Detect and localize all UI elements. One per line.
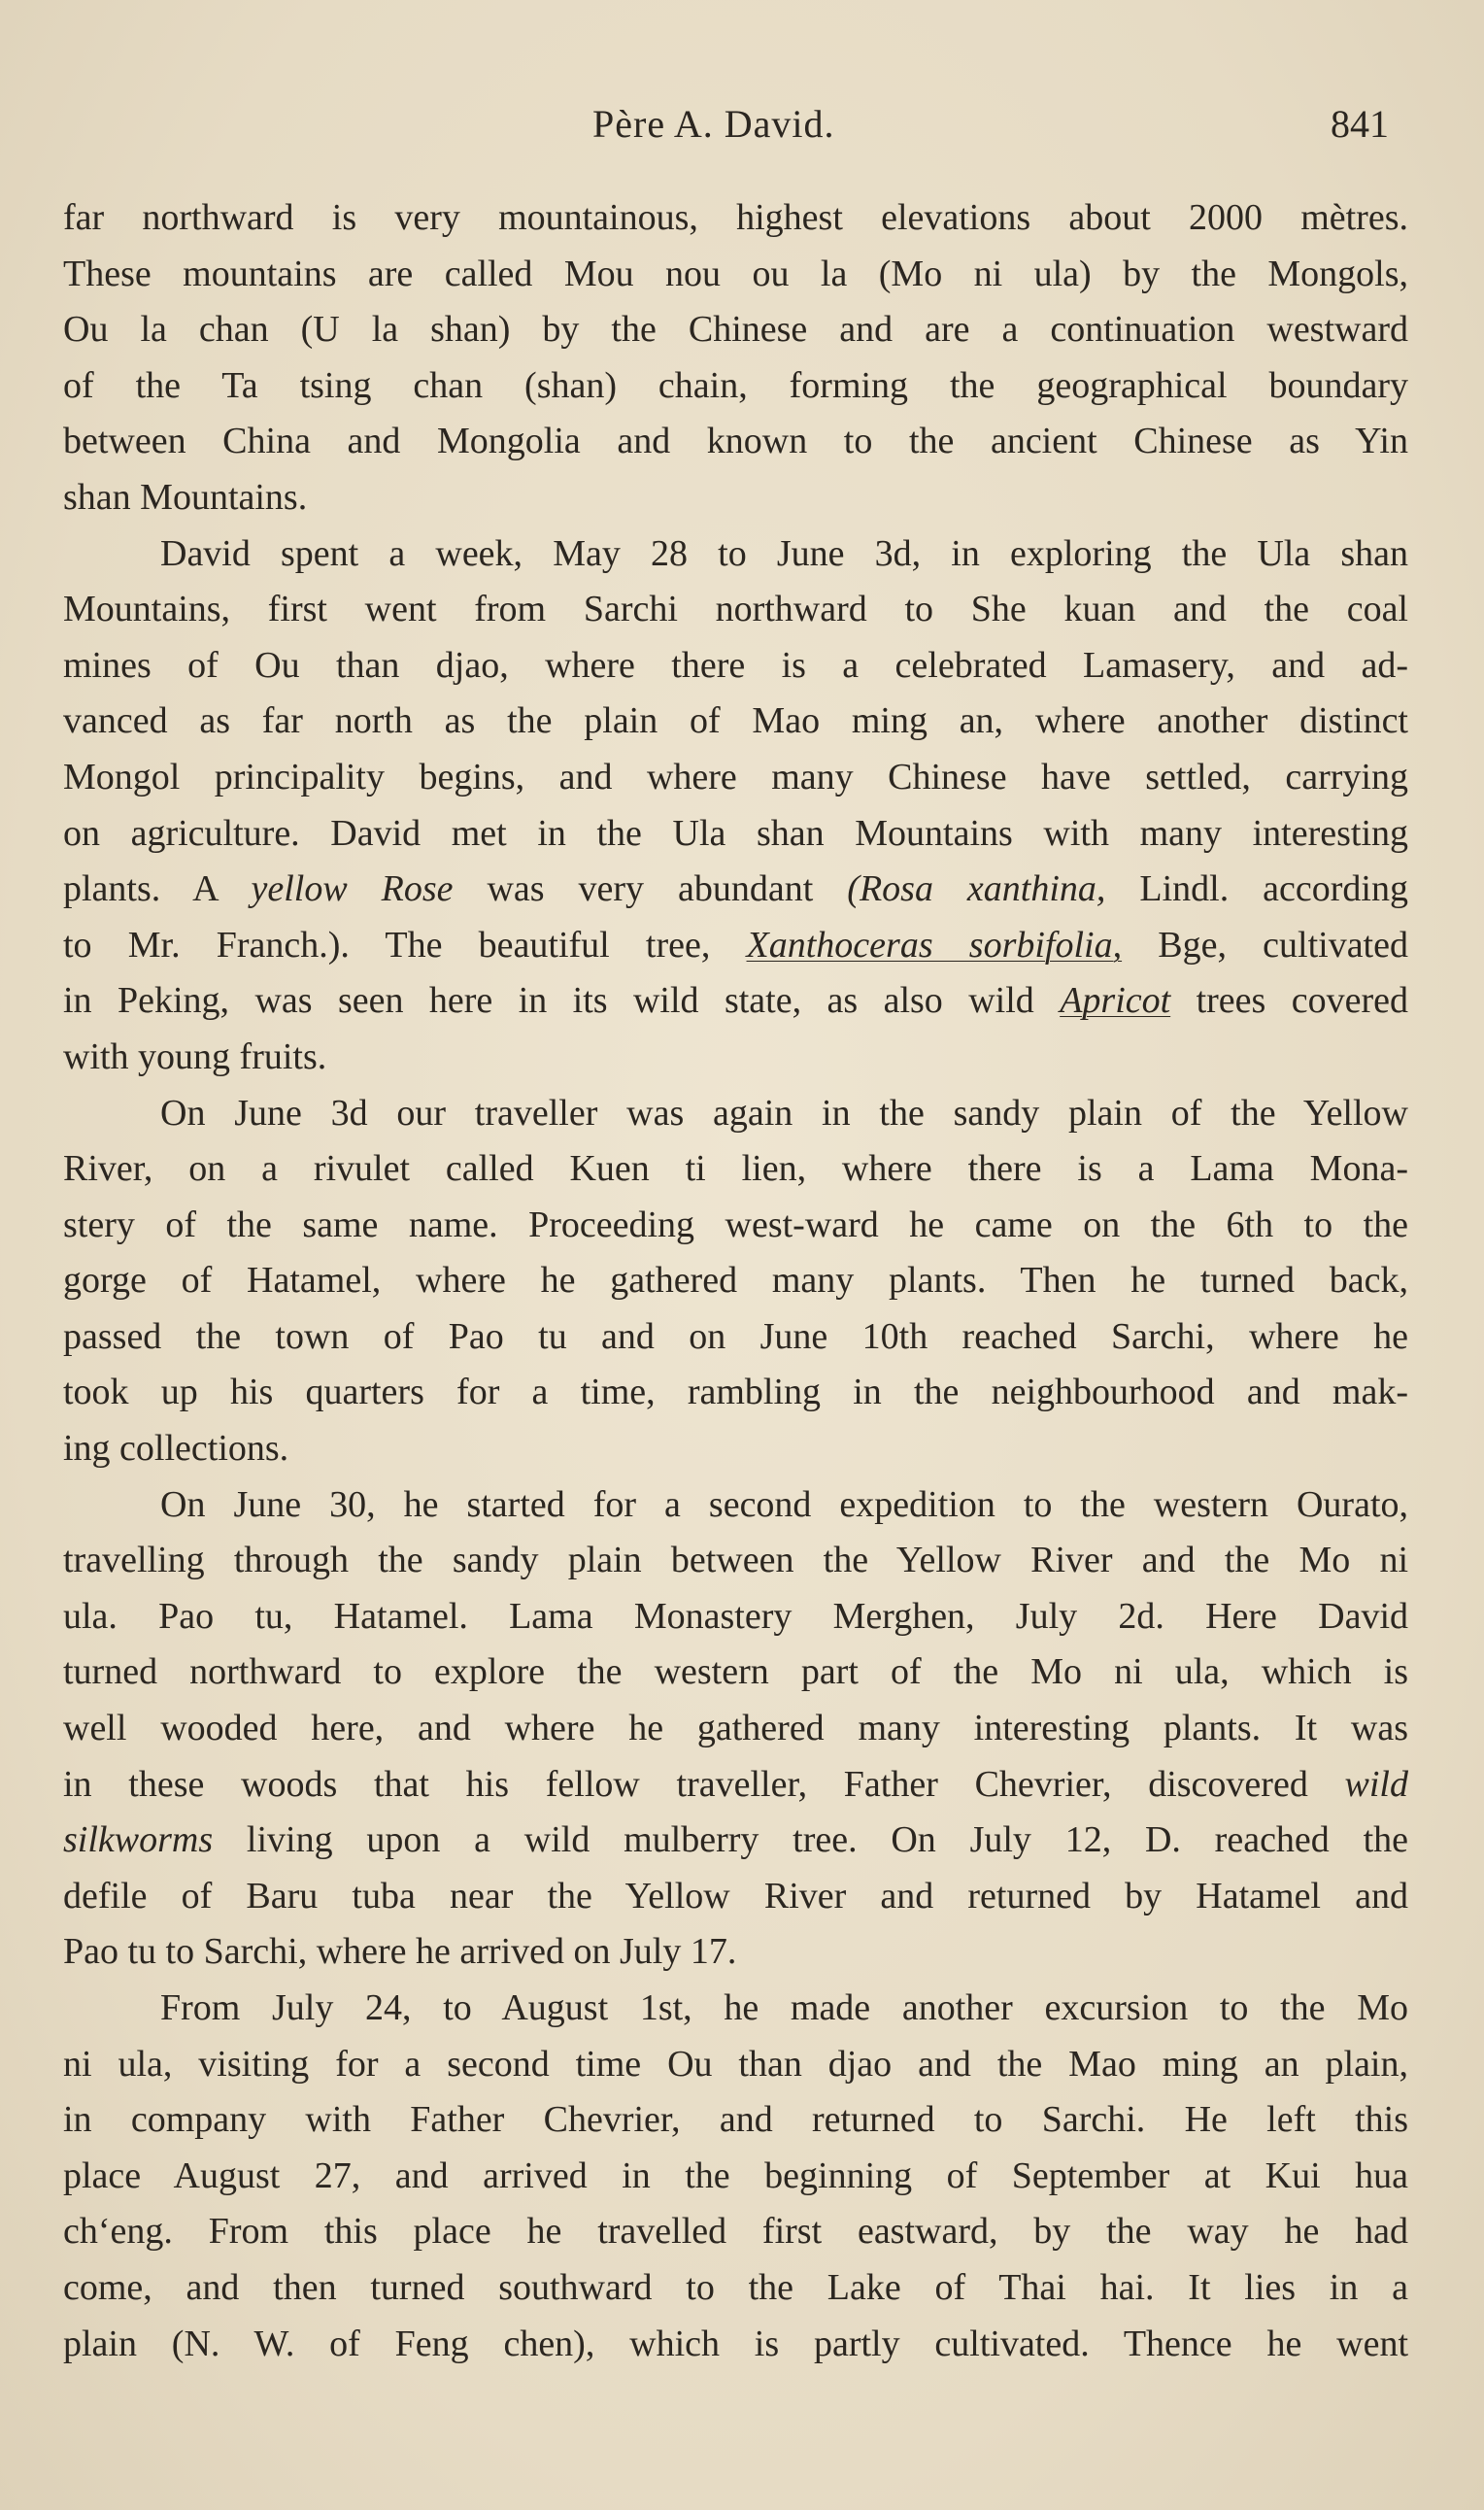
text-line: on agriculture. David met in the Ula shan Mountains with many interesting	[63, 812, 1408, 854]
text-line: These mountains are called Mou nou ou la (Mo ni ula) by the Mongols,	[63, 253, 1408, 294]
text-line: Ou la chan (U la shan) by the Chinese and are a continuation westward	[63, 309, 1408, 351]
text-line: defile of Baru tuba near the Yellow River and returned by Hatamel and	[63, 1875, 1408, 1916]
text-line: took up his quarters for a time, rambling in the neighbourhood and mak-	[63, 1372, 1408, 1413]
text-line: come, and then turned southward to the Lake of Thai hai. It lies in a	[63, 2266, 1408, 2308]
text-line: ni ula, visiting for a second time Ou than djao and the Mao ming an plain,	[63, 2043, 1408, 2085]
text-line: of the Ta tsing chan (shan) chain, forming the geographical boundary	[63, 364, 1408, 406]
text-line: passed the town of Pao tu and on June 10th reached Sarchi, where he	[63, 1315, 1408, 1357]
text-run: plants. A	[63, 868, 252, 910]
text-line: travelling through the sandy plain between the Yellow River and the Mo ni	[63, 1540, 1408, 1581]
text-line: plain (N. W. of Feng chen), which is partly cultivated. Thence he went	[63, 2323, 1408, 2364]
text-run: living upon a wild mulberry tree. On July 12, D. reached the	[213, 1819, 1408, 1861]
text-line: vanced as far north as the plain of Mao ming an, where another distinct	[63, 700, 1408, 742]
text-line: far northward is very mountainous, highest elevations about 2000 mètres.	[63, 197, 1408, 238]
text-line	[63, 1813, 1408, 1869]
text-line: Mountains, first went from Sarchi northward to She kuan and the coal	[63, 589, 1408, 630]
italic-text: wild	[1344, 1763, 1408, 1805]
text-line: in company with Father Chevrier, and returned to Sarchi. He left this	[63, 2099, 1408, 2141]
paragraph-start-line: From July 24, to August 1st, he made another excursion to the Mo	[160, 1987, 1408, 2028]
text-line: mines of Ou than djao, where there is a celebrated Lamasery, and ad-	[63, 644, 1408, 686]
text-line: ula. Pao tu, Hatamel. Lama Monastery Merghen, July 2d. Here David	[63, 1595, 1408, 1637]
text-run: was very abundant	[453, 868, 848, 910]
text-line	[63, 862, 1408, 918]
page-number: 841	[1331, 102, 1389, 146]
text-run: in Peking, was seen here in its wild state, as also wild	[63, 980, 1061, 1022]
text-run: Bge, cultivated	[1122, 924, 1408, 966]
running-head: Père A. David.	[592, 102, 835, 146]
text-line: Pao tu to Sarchi, where he arrived on July 17.	[63, 1931, 737, 1973]
text-line	[63, 918, 1408, 974]
text-line	[63, 1757, 1408, 1814]
text-line: gorge of Hatamel, where he gathered many plants. Then he turned back,	[63, 1260, 1408, 1302]
text-line: with young fruits.	[63, 1035, 327, 1077]
text-line: ch‘eng. From this place he travelled first eastward, by the way he had	[63, 2211, 1408, 2253]
text-line: stery of the same name. Proceeding west-ward he came on the 6th to the	[63, 1204, 1408, 1245]
page-header	[0, 93, 1484, 152]
italic-underlined-text: Xanthoceras sorbifolia,	[746, 924, 1123, 966]
paragraph-start-line: On June 3d our traveller was again in the sandy plain of the Yellow	[160, 1092, 1408, 1134]
italic-text: (Rosa xanthina,	[847, 868, 1106, 910]
text-run: trees covered	[1170, 980, 1408, 1022]
text-line: River, on a rivulet called Kuen ti lien, where there is a Lama Mona-	[63, 1148, 1408, 1190]
text-line: well wooded here, and where he gathered many interesting plants. It was	[63, 1708, 1408, 1749]
text-line: Mongol principality begins, and where many Chinese have settled, carrying	[63, 756, 1408, 797]
italic-text: silkworms	[63, 1819, 214, 1861]
text-line	[63, 973, 1408, 1030]
text-run: in these woods that his fellow traveller, Father Chevrier, discovered	[63, 1763, 1345, 1805]
text-run: Lindl. according	[1105, 868, 1408, 910]
body-text	[63, 190, 1408, 2372]
italic-underlined-text: Apricot	[1060, 980, 1171, 1022]
text-line: turned northward to explore the western part of the Mo ni ula, which is	[63, 1651, 1408, 1693]
paragraph-start-line: David spent a week, May 28 to June 3d, in exploring the Ula shan	[160, 532, 1408, 574]
text-line: between China and Mongolia and known to the ancient Chinese as Yin	[63, 421, 1408, 462]
text-line: place August 27, and arrived in the beginning of September at Kui hua	[63, 2154, 1408, 2196]
italic-text: yellow Rose	[251, 868, 454, 910]
text-line: ing collections.	[63, 1428, 289, 1470]
text-line: shan Mountains.	[63, 476, 308, 518]
text-run: to Mr. Franch.). The beautiful tree,	[63, 924, 747, 966]
paragraph-start-line: On June 30, he started for a second expedition to the western Ourato,	[160, 1483, 1408, 1525]
